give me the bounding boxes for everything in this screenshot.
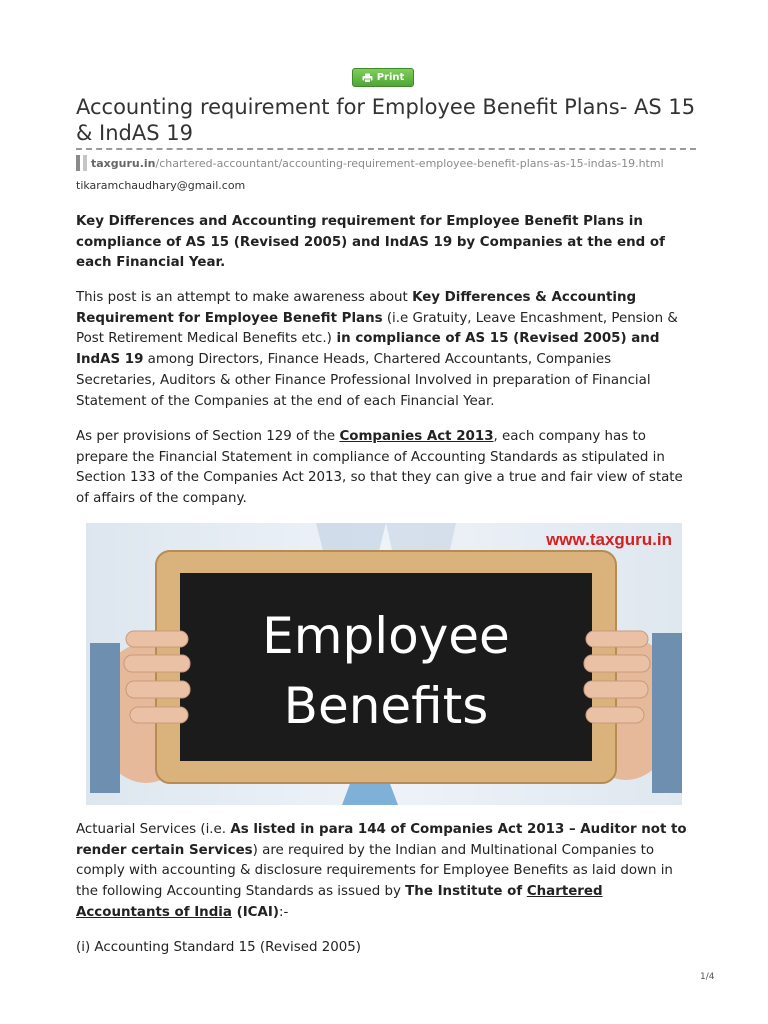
actuarial-bold-2: The Institute of (405, 884, 527, 900)
companies-act-link[interactable]: Companies Act 2013 (339, 429, 494, 444)
page-number: 1/4 (700, 972, 715, 982)
intro-paragraph (76, 212, 694, 274)
icai-link[interactable]: Chartered Accountants of India (76, 884, 603, 920)
image-watermark: www.taxguru.in (546, 530, 672, 549)
board-line-1: Employee (262, 607, 510, 665)
source-url[interactable] (76, 154, 716, 172)
standard-item: (i) Accounting Standard 15 (Revised 2005) (76, 940, 362, 955)
purpose-paragraph (76, 288, 694, 412)
provisions-text-2: , each company has to prepare the Financial Statement in compliance of Accounting Standards as stipulated in Section 133 of the Companies Act 2013, so that they can give a true and fair view of state of affairs of the company. (76, 429, 683, 507)
actuarial-bold-1: As listed in para 144 of Companies Act 2013 – Auditor not to render certain Services (76, 822, 687, 858)
purpose-text-3: among Directors, Finance Heads, Chartered Accountants, Companies Secretaries, Auditors & other Finance Professional Involved in preparation of Financial Statement of the Companies at the end of each Financial Year. (76, 352, 651, 409)
source-bar-icon-light (83, 155, 87, 171)
title-divider (76, 148, 696, 150)
provisions-text-1: As per provisions of Section 129 of the (76, 429, 340, 444)
author-email: tikaramchaudhary@gmail.com (76, 179, 246, 192)
purpose-text-1: This post is an attempt to make awareness about (76, 290, 413, 305)
actuarial-paragraph (76, 820, 694, 924)
purpose-bold-2: in compliance of AS 15 (Revised 2005) and IndAS 19 (76, 331, 660, 368)
source-domain[interactable]: taxguru.in (91, 156, 156, 170)
print-label: Print (376, 72, 405, 83)
purpose-bold-1: Key Differences & Accounting Requirement for Employee Benefit Plans (76, 290, 637, 326)
intro-text: Key Differences and Accounting requirement for Employee Benefit Plans in compliance of AS 15 (Revised 2005) and IndAS 19 by Companies at the end of each Financial Year. (76, 214, 665, 271)
employee-benefits-image (86, 523, 682, 805)
printer-icon (362, 73, 373, 83)
actuarial-text-1: Actuarial Services (i.e. (76, 822, 231, 837)
print-button[interactable] (352, 68, 414, 87)
page-title: Accounting requirement for Employee Benefit Plans- AS 15 & IndAS 19 (76, 95, 696, 145)
actuarial-text-2: ) are required by the Indian and Multinational Companies to comply with accounting & disclosure requirements for Employee Benefits as laid down in the following Accounting Standards as issued by (76, 842, 673, 900)
purpose-text-2: (i.e Gratuity, Leave Encashment, Pension & Post Retirement Medical Benefits etc.) (76, 310, 678, 347)
actuarial-bold-3: (ICAI) (231, 904, 279, 920)
actuarial-text-3: :- (278, 904, 289, 920)
source-bar-icon (76, 155, 80, 171)
source-path[interactable]: /chartered-accountant/accounting-requirement-employee-benefit-plans-as-15-indas-19.html (155, 156, 664, 170)
provisions-paragraph (76, 427, 694, 510)
board-line-2: Benefits (283, 677, 489, 735)
